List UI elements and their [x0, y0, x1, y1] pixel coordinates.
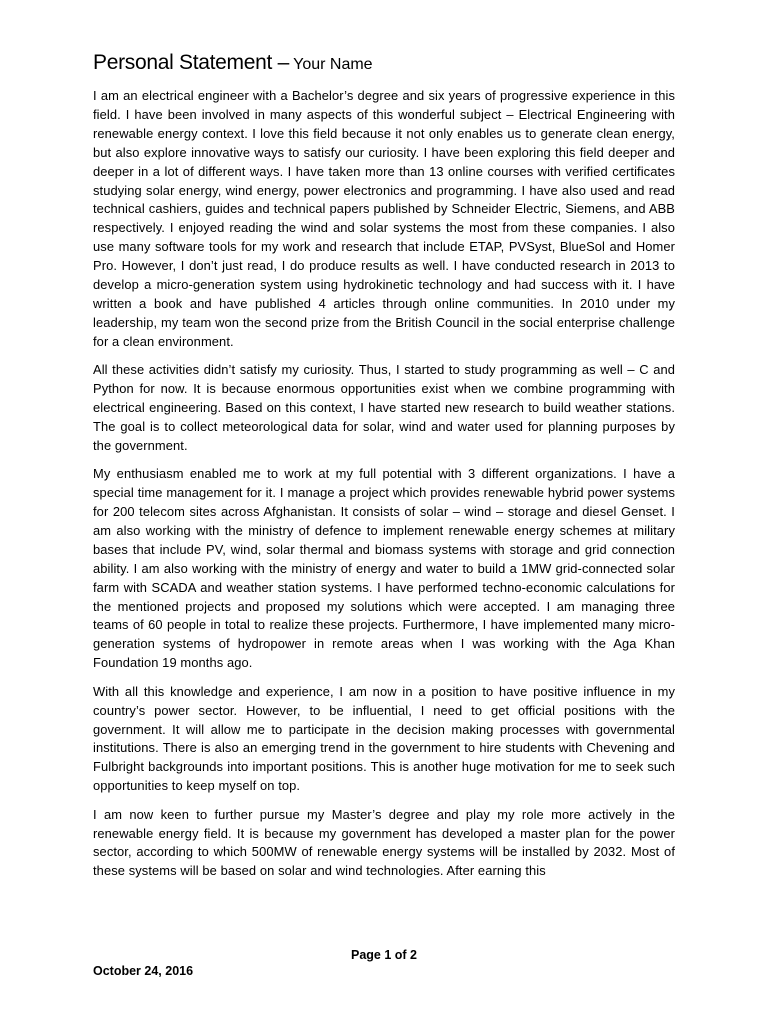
title-name: Your Name: [288, 56, 373, 73]
page-title: [93, 44, 683, 79]
paragraph: All these activities didn’t satisfy my curiosity. Thus, I started to study programming as well – C and Python for now. It is because enormous opportunities exist when we combine programming with electrical engineering. Based on this context, I have started new research to build weather stations. The goal is to collect meteorological data for solar, wind and water used for planning purposes by the government.: [93, 362, 675, 453]
statement-body: [93, 87, 675, 891]
title-text: Personal Statement –: [93, 51, 289, 74]
paragraph: My enthusiasm enabled me to work at my full potential with 3 different organizations. I have a special time management for it. I manage a project which provides renewable hybrid power systems for 200 telecom sites across Afghanistan. It consists of solar – wind – storage and diesel Genset. I am also working with the ministry of defence to implement renewable energy schemes at military bases that include PV, wind, solar thermal and biomass systems with storage and grid connection ability. I am also working with the ministry of energy and water to build a 1MW grid-connected solar farm with SCADA and weather station systems. I have performed techno-economic calculations for the mentioned projects and proposed my solutions which were accepted. I am managing three teams of 60 people in total to realize these projects. Furthermore, I have implemented many micro-generation systems of hydropower in remote areas when I was working with the Aga Khan Foundation 19 months ago.: [93, 466, 675, 671]
paragraph: I am an electrical engineer with a Bachelor’s degree and six years of progressive experience in this field. I have been involved in many aspects of this wonderful subject – Electrical Engineering with renewable energy context. I love this field because it not only enables us to generate clean energy, but also explore innovative ways to satisfy our curiosity. I have been exploring this field deeper and deeper in a lot of different ways. I have taken more than 13 online courses with verified certificates studying solar energy, wind energy, power electronics and programming. I have also used and read technical cashiers, guides and technical papers published by Schneider Electric, Siemens, and ABB respectively. I enjoyed reading the wind and solar systems the most from these companies. I also use many software tools for my work and research that include ETAP, PVSyst, BlueSol and Homer Pro. However, I don’t just read, I do produce results as well. I have conducted research in 2013 to develop a micro-generation system using hydrokinetic technology and had success with it. I have written a book and have published 4 articles through online communities. In 2010 under my leadership, my team won the second prize from the British Council in the social enterprise challenge for a clean environment.: [93, 88, 675, 349]
paragraph: With all this knowledge and experience, I am now in a position to have positive influence in my country’s power sector. However, to be influential, I need to get official positions with the government. It will allow me to participate in the decision making processes with governmental institutions. There is also an emerging trend in the government to hire students with Chevening and Fulbright backgrounds into important positions. This is another huge motivation for me to seek such opportunities to keep myself on top.: [93, 683, 675, 794]
paragraph: I am now keen to further pursue my Master’s degree and play my role more actively in the renewable energy field. It is because my government has developed a master plan for the power sector, according to which 500MW of renewable energy systems will be installed by 2032. Most of these systems will be based on solar and wind technologies. After earning this: [93, 806, 675, 879]
page-number: Page 1 of 2: [351, 948, 417, 962]
footer-date: October 24, 2016: [93, 964, 194, 978]
